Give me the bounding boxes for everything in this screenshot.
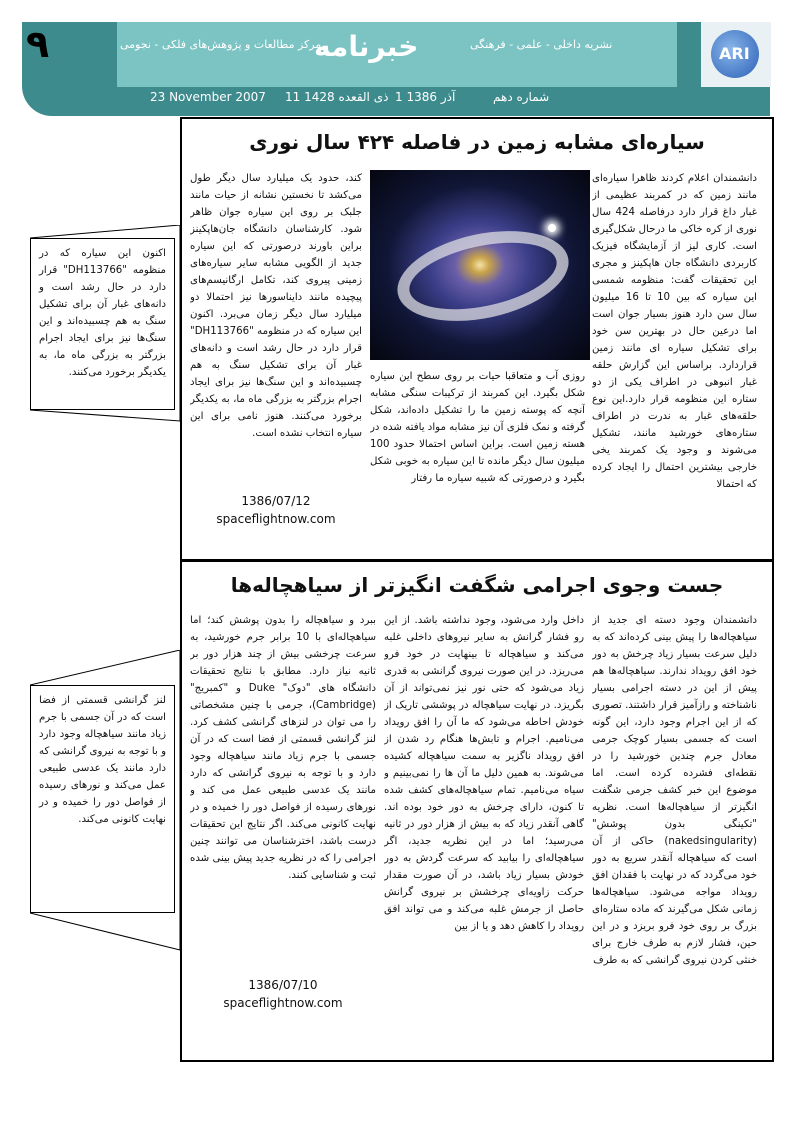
date-persian: 1 آذر 1386 — [395, 90, 456, 104]
logo — [701, 22, 771, 87]
article2-col-mid: داخل وارد می‌شود، وجود نداشته باشد. از این رو فشار گرانش به سایر نیروهای داخلی غلبه می‌کند و سیاهچاله تا بینهایت در خود فرو می‌ریزد. در این صورت نیروی گرانشی به قدری زیاد می‌شود که حتی نور نیز نمی‌تواند از آن بگریزد. در نهایت سیاهچاله در پوششی تاریک از خودش احاطه می‌شود که ما آن را افق رویداد می‌نامیم. اجرام و تابش‌ها هنگام رد شدن از افق رویداد ناگزیر به سمت سیاهچاله کشیده می‌شوند. به همین دلیل ما آن ها را نمی‌بینیم و سیاه می‌نامیم. تمام سیاهچاله‌های کشف شده تا کنون، دارای چرخش به دور خود بوده اند. گاهی آنقدر زیاد که به بیش از هزار دور در ثانیه می‌رسید؛ اما در این نظریه جدید، اگر سیاهچاله‌ای را بیابید که سرعت گردش به دور خودش بسیار زیاد باشد، در آن صورت مقدار حرکت زاویه‌ای چرخشش بر نیروی گرانش حاصل از جرمش غلبه می‌کند و می تواند افق رویداد را کاهش دهد و یا از بین — [384, 615, 584, 932]
star-glow — [548, 224, 556, 232]
article1-pullquote: اکنون این سیاره که در منظومه "DH113766" قرار دارد در حال رشد است و دانه‌های غبار آن برای تشکیل سنگ به هم چسبیده‌اند و این سنگ‌ها نیز برای ایجاد اجرام بزرگتر به بزرگی ماه ما، به یکدیگر برخورد می‌کنند. — [30, 238, 175, 410]
article1-col-left: کند، حدود یک میلیارد سال دیگر طول می‌کشد تا نخستین نشانه از حیات مانند جلبک بر روی این سیاره جوان ظاهر شود. کارشناسان دانشگاه جان‌هاپکینز براین باورند درصورتی که این سیاره جدید از الگویی مشابه سایر سیاره‌های زمینی پیروی کند، تکامل ارگانیسم‌های پیچیده مانند دایناسورها نیز احتمالا دو میلیارد سال دیگر زمان می‌برد. اکنون این سیاره که در منظومه "DH113766" قرار دارد در حال رشد است و دانه‌های غبار آن برای تشکیل سنگ به هم چسبیده‌اند و این سنگ‌ها نیز برای ایجاد اجرام بزرگتر به بزرگی ماه ما، به یکدیگر برخورد می‌کنند. هنوز نامی برای این سیاره انتخاب نشده است. — [190, 173, 362, 439]
page-number: ۹ — [26, 22, 50, 66]
article2-col-left: ببرد و سیاهچاله را بدون پوشش کند؛ اما سیاهچاله‌ای با 10 برابر جرم خورشید، به سرعت چرخشی بیش از چند هزار دور بر ثانیه نیاز دارد. مطابق با نتایج تحقیقات دانشگاه های "دوک" Duke و "کمبریج" (Cambridge)، جرمی با چنین مشخصاتی را می توان در لنزهای گرانشی کشف کرد. لنز گرانشی قسمتی از فضا است که در آن جسمی با جرم زیاد مانند سیاهچاله وجود دارد و با توجه به نیروی گرانشی که دارد مانند یک عدسی طبیعی عمل می کند و نورهای رسیده از فواصل دور را خمیده و در نهایت کانونی می‌کند. اگر نتایج این تحقیقات درست باشد، اخترشناسان می توانند چنین اجرامی را که در نظریه جدید پیش بینی شده ثبت و شناسایی کنند. — [190, 615, 376, 881]
article1-title: سیاره‌ای مشابه زمین در فاصله ۴۲۴ سال نوری — [249, 130, 705, 154]
pullquote1-connector — [30, 225, 190, 425]
article1-col-mid: روزی آب و متعاقبا حیات بر روی سطح این سیاره شکل بگیرد. این کمربند از ترکیبات سنگی مشابه آنچه که پوسته زمین ما را تشکیل داده‌اند، شکل گرفته و نمک فلزی آن نیز مشابه مواد یافته شده در هسته زمین است. براین اساس احتمالا حدود 100 میلیون سال دیگر مانده تا این سیاره به خوبی شکل بگیرد و درصورتی که شبیه سیاره ما رفتار — [370, 371, 585, 484]
logo-text: ARI — [719, 44, 750, 63]
issue-number: شماره دهم — [493, 90, 550, 104]
date-english: 23 November 2007 — [150, 90, 266, 104]
brand-title: خبرنامه — [314, 30, 419, 63]
header-subtitle-right: نشریه داخلی - علمی - فرهنگی — [470, 38, 613, 51]
article2-title: جست وجوی اجرامی شگفت انگیزتر از سیاهچاله‌ها — [230, 573, 724, 597]
article1-col-right: دانشمندان اعلام کردند ظاهرا سیاره‌ای مانند زمین که در کمربند عظیمی از غبار داغ قرار دارد درفاصله 424 سال نوری از کره خاکی ما درحال شکل‌گیری است. کاری لیز از آزمایشگاه فیزیک کاربردی دانشگاه جان هاپکینز و مجری این تحقیقات گفت: منظومه شمسی این سیاره که بین 10 تا 16 میلیون سال سن دارد هنوز بسیار جوان است اما درعین حال در بهترین سن خود برای تشکیل سیاره ای مانند زمین قراردارد. براساس این گزارش حلقه غبار انبوهی در اطراف یکی از دو ستاره این منظومه قرار دارد.این نوع حلقه‌های غبار به ندرت در اطراف ستاره‌های خورشید مانند، تشکیل می‌شوند و وجود یک کمربند یخی خارجی بیشترین احتمال را ایجاد کرده که احتمالا — [592, 173, 757, 490]
dust-ring — [389, 217, 577, 335]
pullquote2-connector — [30, 650, 190, 960]
date-hijri: 11 ذی القعده 1428 — [285, 90, 389, 104]
header-subtitle-left: مرکز مطالعات و پژوهش‌های فلکی - نجومی — [120, 38, 322, 51]
article2-col-right: دانشمندان وجود دسته ای جدید از سیاهچاله‌ها را پیش بینی کرده‌اند که به دلیل سرعت بسیار زیاد چرخش به دور خود افق رویداد ندارند. سیاهچاله‌ها هم پیش از این در دسته اجرامی بسیار ناشناخته و رازآمیز قرار داشتند. تصوری که از این اجرام وجود دارد، این گونه است که جسمی بسیار کوچک جرمی معادل جرم چندین خورشید را در نقطه‌ای فشرده کرده است. اما موضوع این خبر کشف جرمی شگفت انگیزتر از سیاهچاله‌ها است. نظریه "تکینگی بدون پوشش" (nakedsingularity) حاکی از آن است که سیاهچاله آنقدر سریع به دور خود می‌گردد که در نهایت با فقدان افق رویداد مواجه می‌شود. سیاهچاله‌ها زمانی شکل می‌گیرند که ماده ستاره‌ای بزرگ بر روی خود فرو بریزد و در این حین، فشار لازم به طرف خارج برای خنثی کردن نیروی گرانشی که به طرف — [592, 615, 757, 966]
article2-source: spaceflightnow.com — [223, 996, 343, 1010]
article1-source: spaceflightnow.com — [216, 512, 336, 526]
article2-pullquote: لنز گرانشی قسمتی از فضا است که در آن جسمی با جرم زیاد مانند سیاهچاله وجود دارد و با توجه به نیروی گرانشی که دارد مانند یک عدسی طبیعی عمل می‌کند و نورهای رسیده از فواصل دور را خمیده و در نهایت کانونی می‌کند. — [30, 685, 175, 913]
article2-date: 1386/07/10 — [248, 978, 318, 992]
planet-disk-image — [370, 170, 590, 360]
article1-date: 1386/07/12 — [241, 494, 311, 508]
